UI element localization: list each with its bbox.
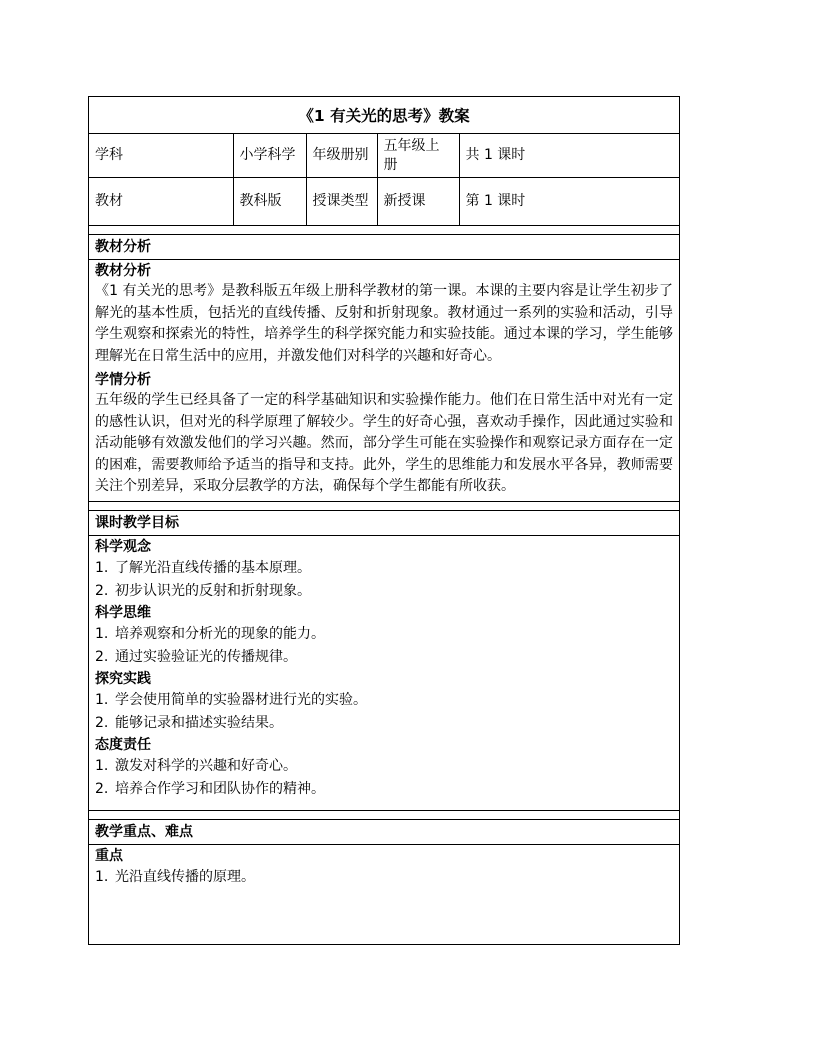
item-text: 初步认识光的反射和折射现象。 [115,582,311,599]
paragraph: 五年级的学生已经具备了一定的科学基础知识和实验操作能力。他们在日常生活中对光有一定的感性认识，但对光的科学原理了解较少。学生的好奇心强，喜欢动手操作，因此通过实验和活动能够有效激发他们的学习兴趣。然而，部分学生可能在实验操作和观察记录方面存在一定的困难，需要教师给予适当的指导和支持。此外，学生的思维能力和发展水平各异，教师需要关注个别差异，采取分层教学的方法，确保每个学生都能有所收获。 [95,392,673,494]
subheading: 科学观念 [95,538,151,555]
keypoints-section [89,845,679,889]
info-cell: 教科版 [233,178,306,226]
item-number: 2. [95,582,109,599]
info-row [89,134,679,178]
section-spacer [89,502,679,511]
item-number: 1. [95,625,109,642]
item-number: 1. [95,691,109,708]
item-text: 激发对科学的兴趣和好奇心。 [115,757,297,774]
item-text: 培养观察和分析光的现象的能力。 [115,625,325,642]
list-item [95,689,673,712]
info-cell: 教材 [89,178,233,226]
item-text: 学会使用简单的实验器材进行光的实验。 [115,691,367,708]
info-table [89,134,679,226]
subheading: 教材分析 [95,263,151,279]
info-cell: 授课类型 [306,178,377,226]
paragraph: 《1 有关光的思考》是教科版五年级上册科学教材的第一课。本课的主要内容是让学生初步了解光的基本性质，包括光的直线传播、反射和折射现象。教材通过一系列的实验和活动，引导学生观察和探索光的特性，培养学生的科学探究能力和实验技能。通过本课的学习，学生能够理解光在日常生活中的应用，并激发他们对科学的兴趣和好奇心。 [95,283,673,364]
info-cell: 学科 [89,134,233,178]
info-row [89,178,679,226]
list-item [95,712,673,735]
info-cell: 新授课 [377,178,459,226]
item-number: 2. [95,780,109,797]
item-text: 通过实验验证光的传播规律。 [115,648,297,665]
info-cell: 年级册别 [306,134,377,178]
analysis-section [89,260,679,502]
section-heading: 教材分析 [89,235,679,260]
document-title: 《1 有关光的思考》教案 [89,97,679,134]
section-heading: 教学重点、难点 [89,820,679,845]
list-item [95,778,673,801]
list-item [95,646,673,669]
section-heading: 课时教学目标 [89,511,679,536]
lesson-plan-document [88,96,680,945]
info-cell: 共 1 课时 [459,134,679,178]
list-item [95,580,673,603]
info-cell: 第 1 课时 [459,178,679,226]
list-item [95,557,673,580]
item-number: 1. [95,868,109,885]
subheading: 探究实践 [95,670,151,687]
section-spacer [89,811,679,820]
info-cell: 五年级上册 [377,134,459,178]
goals-section [89,536,679,811]
item-number: 1. [95,559,109,576]
list-item [95,866,673,889]
item-text: 能够记录和描述实验结果。 [115,714,283,731]
item-text: 培养合作学习和团队协作的精神。 [115,780,325,797]
item-text: 光沿直线传播的原理。 [115,868,255,885]
subheading: 态度责任 [95,736,151,753]
list-item [95,623,673,646]
subheading: 重点 [95,847,123,864]
section-spacer [89,226,679,235]
info-cell: 小学科学 [233,134,306,178]
subheading: 科学思维 [95,604,151,621]
item-number: 2. [95,648,109,665]
item-number: 2. [95,714,109,731]
list-item [95,755,673,778]
subheading: 学情分析 [95,372,151,388]
item-text: 了解光沿直线传播的基本原理。 [115,559,311,576]
item-number: 1. [95,757,109,774]
